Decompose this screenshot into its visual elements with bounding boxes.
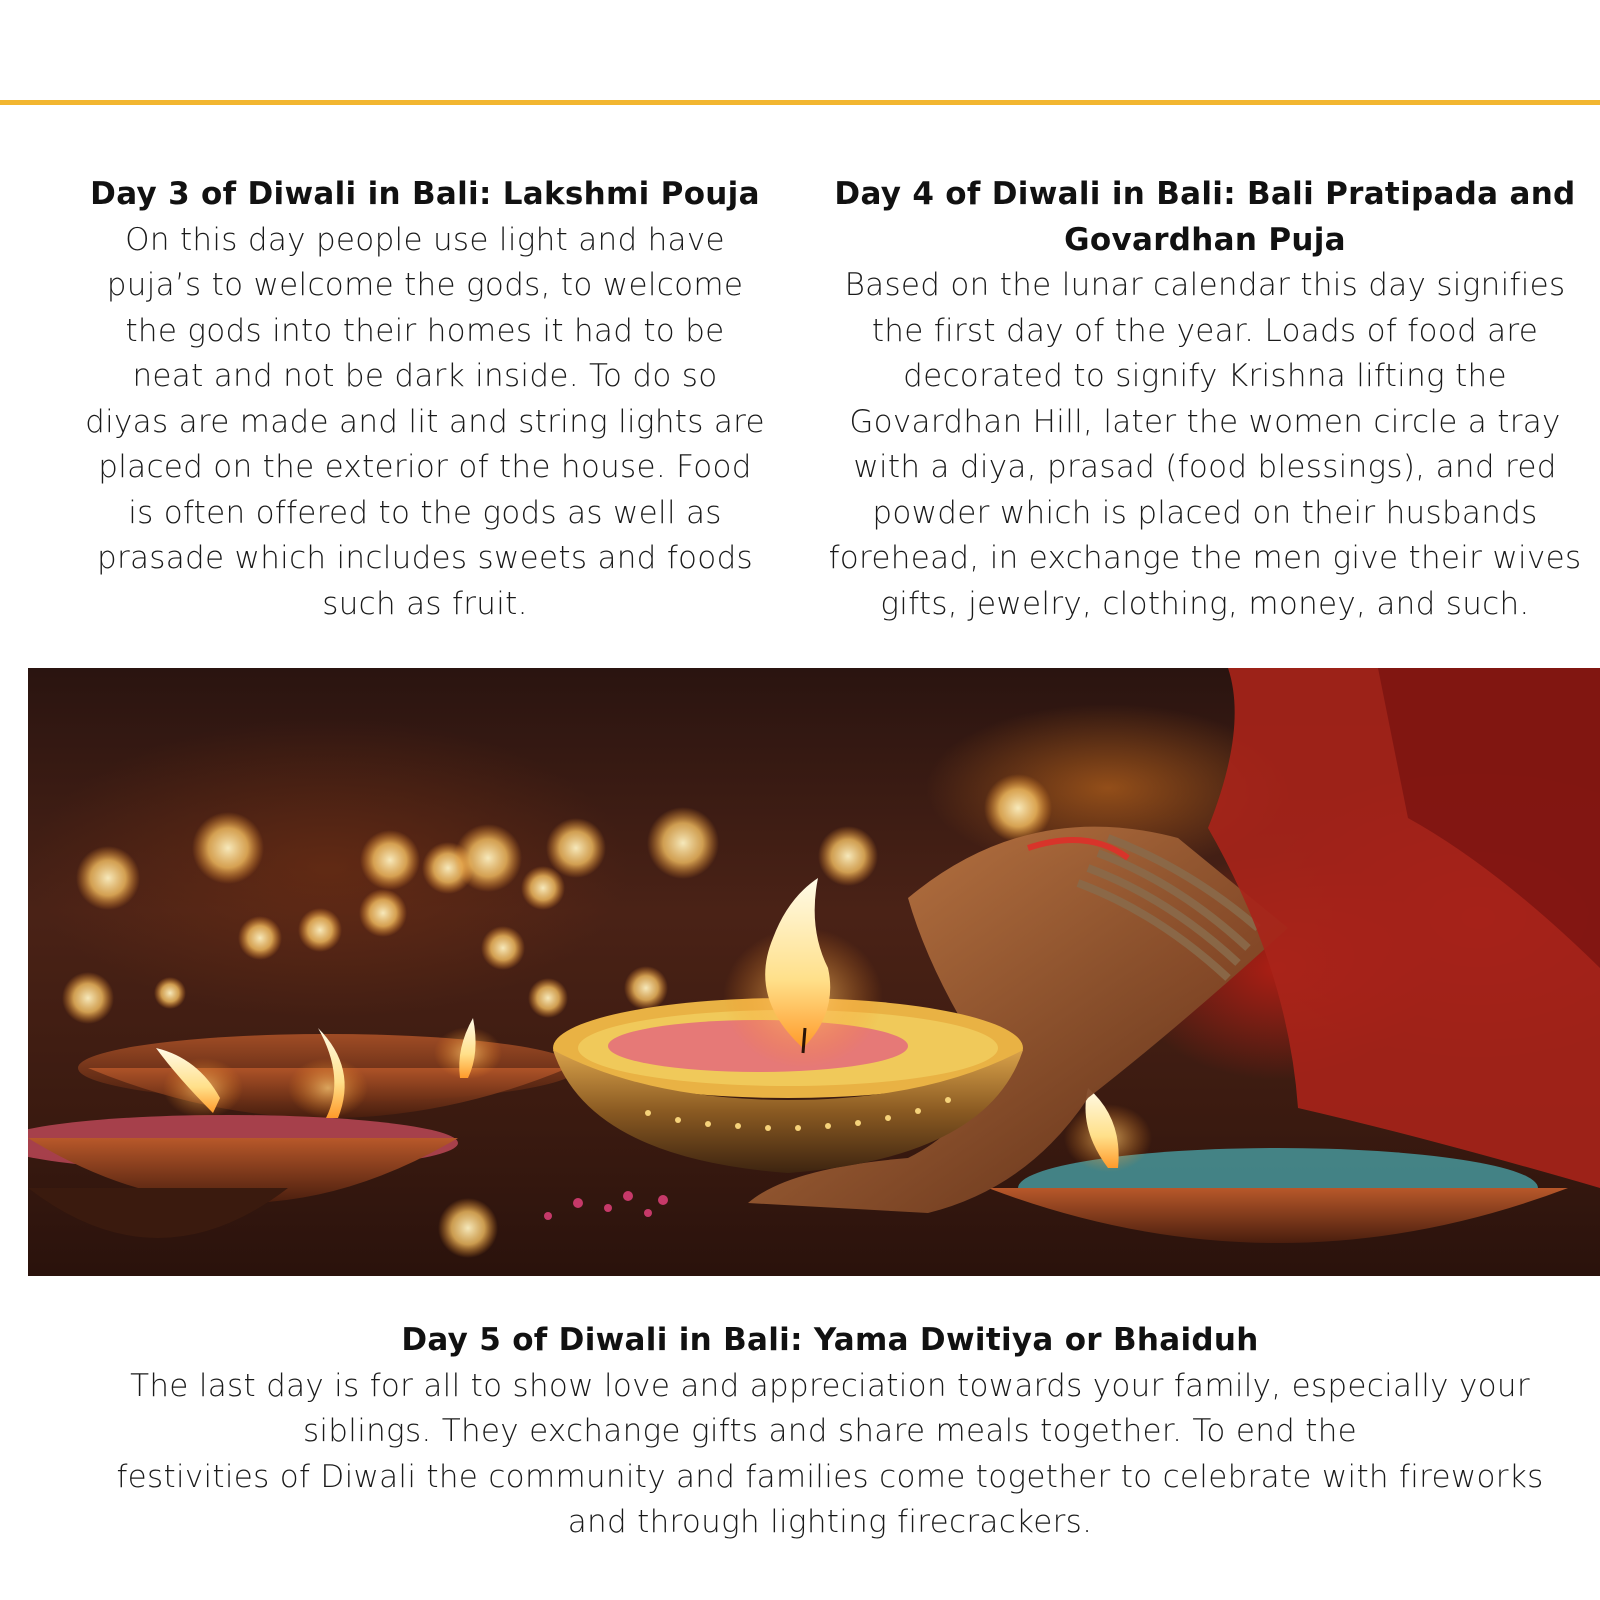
day5-line: festivities of Diwali the community and families come together to celebrate with fireworks [116,1458,1544,1495]
day4-section [810,172,1600,627]
day4-line: powder which is placed on their husbands [872,494,1538,531]
day4-line: gifts, jewelry, clothing, money, and such. [880,585,1530,622]
day3-line: such as fruit. [322,585,528,622]
day3-line: prasade which includes sweets and foods [96,540,753,576]
day3-section [66,172,784,627]
diya-illustration [28,668,1600,1276]
day5-section [60,1318,1600,1546]
accent-divider [0,100,1600,105]
day4-heading-line: Govardhan Puja [1064,221,1346,258]
day3-line: neat and not be dark inside. To do so [132,358,718,394]
day5-heading: Day 5 of Diwali in Bali: Yama Dwitiya or Bhaiduh [401,1322,1259,1358]
day5-line: and through lighting firecrackers. [567,1504,1093,1540]
day4-line: the first day of the year. Loads of food are [871,312,1539,349]
day4-heading [810,172,1600,263]
day3-line: placed on the exterior of the house. Food [98,449,752,485]
day4-line: Govardhan Hill, later the women circle a tray [849,403,1561,440]
flower-petals [544,1191,668,1220]
day3-line: is often offered to the gods as well as [128,494,722,531]
day4-heading-line: Day 4 of Diwali in Bali: Bali Pratipada and [834,176,1576,212]
diya-lamps-photo [28,668,1600,1276]
day3-line: On this day people use light and have [125,221,725,258]
day3-line: diyas are made and lit and string lights are [85,403,765,440]
day4-body [810,263,1600,627]
day4-line: decorated to signify Krishna lifting the [903,358,1507,394]
day5-line: siblings. They exchange gifts and share meals together. To end the [302,1413,1358,1449]
day4-line: forehead, in exchange the men give their wives [828,540,1582,576]
day4-line: with a diya, prasad (food blessings), and red [853,449,1557,485]
day3-body [66,218,784,628]
day5-line: The last day is for all to show love and appreciation towards your family, especially your [130,1367,1530,1404]
day4-line: Based on the lunar calendar this day signifies [844,267,1566,303]
day3-line: puja’s to welcome the gods, to welcome [106,267,744,303]
day5-body [60,1364,1600,1546]
day3-heading: Day 3 of Diwali in Bali: Lakshmi Pouja [90,176,760,212]
day3-line: the gods into their homes it had to be [125,312,725,349]
